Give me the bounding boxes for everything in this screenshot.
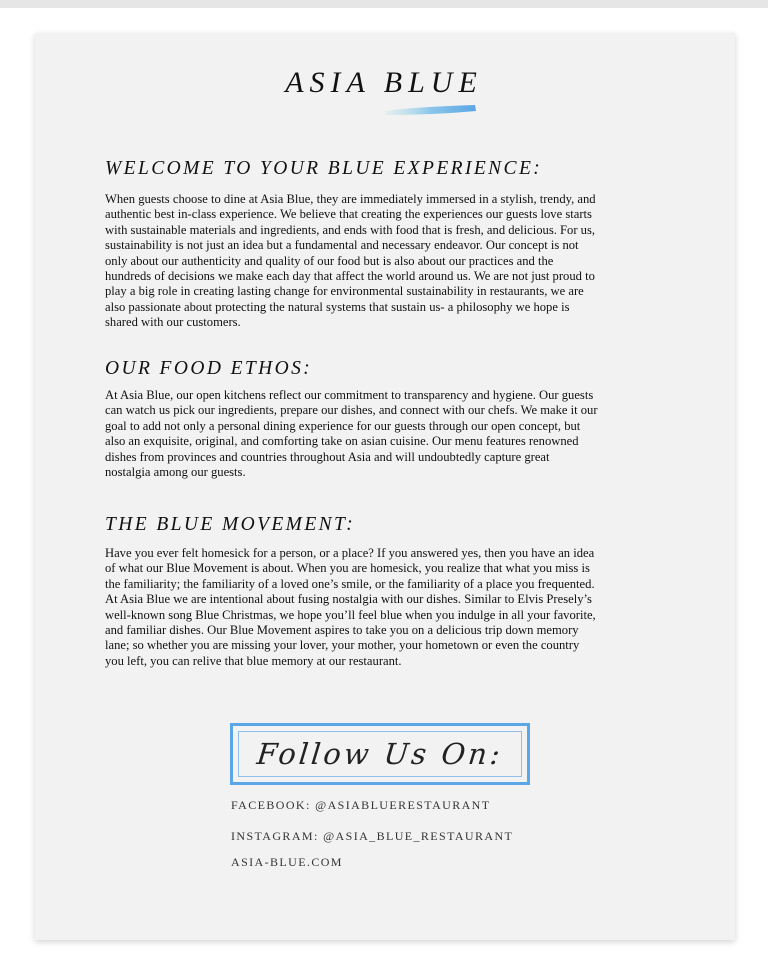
paragraph-line: shared with our customers. [105, 315, 241, 330]
paragraph-line: well-known song Blue Christmas, we hope you’ll feel blue when you indulge in all your favorite, [105, 607, 596, 622]
logo-text: ASIA BLUE [285, 66, 483, 99]
paragraph-line: Have you ever felt homesick for a person, or a place? If you answered yes, then you have an idea [105, 546, 595, 560]
paragraph-line: authentic best in-class experience. We believe that creating the experiences our guests love starts [105, 207, 592, 222]
heading-welcome: WELCOME TO YOUR BLUE EXPERIENCE: [105, 158, 543, 179]
paragraph-food-ethos [105, 388, 598, 480]
paragraph-welcome [105, 192, 596, 331]
paragraph-line: the familiarity; the familiarity of a loved one’s smile, or the familiarity of a place you frequented. [105, 576, 595, 591]
instagram-handle: INSTAGRAM: @ASIA_BLUE_RESTAURANT [231, 829, 514, 843]
paragraph-line: hundreds of decisions we make each day that affect the world around us. We are not just proud to [105, 269, 595, 284]
brush-stroke-decoration [383, 104, 477, 116]
facebook-handle: FACEBOOK: @ASIABLUERESTAURANT [231, 798, 491, 812]
paragraph-line: At Asia Blue, our open kitchens reflect our commitment to transparency and hygiene. Our guests [105, 388, 594, 402]
website-link[interactable]: ASIA-BLUE.COM [231, 855, 343, 869]
heading-blue-movement: THE BLUE MOVEMENT: [105, 514, 356, 535]
top-bar [0, 0, 768, 8]
paragraph-line: When guests choose to dine at Asia Blue, they are immediately immersed in a stylish, trendy, and [105, 192, 596, 206]
paragraph-blue-movement [105, 546, 596, 669]
paragraph-line: you left, you can relive that blue memory at our restaurant. [105, 653, 402, 668]
paragraph-line: of what our Blue Movement is about. When you are homesick, you realize that what you miss is [105, 561, 590, 576]
follow-us-banner [230, 723, 530, 785]
paragraph-line: play a big role in creating lasting change for environmental sustainability in restaurants, we are [105, 284, 584, 299]
paragraph-line: sustainability is not just an idea but a fundamental and necessary endeavor. Our concept is not [105, 238, 579, 253]
paragraph-line: dishes from provinces and countries throughout Asia and will undoubtedly capture great [105, 449, 550, 464]
paragraph-line: also an exquisite, original, and comforting take on asian cuisine. Our menu features renowned [105, 434, 579, 449]
paragraph-line: and familiar dishes. Our Blue Movement aspires to take you on a delicious trip down memory [105, 623, 579, 638]
paragraph-line: goal to add not only a personal dining experience for our guests through our open concept, but [105, 418, 581, 433]
paragraph-line: only about our authenticity and quality of our food but is also about our practices and the [105, 253, 554, 268]
paragraph-line: also passionate about protecting the natural systems that sustain us- a philosophy we hope is [105, 299, 570, 314]
follow-us-title: Follow Us On: [255, 737, 505, 771]
paragraph-line: can watch us pick our ingredients, prepare our dishes, and connect with our chefs. We make it our [105, 403, 598, 418]
paragraph-line: At Asia Blue we are intentional about fusing nostalgia with our dishes. Similar to Elvis Presely’s [105, 592, 592, 607]
paragraph-line: nostalgia among our guests. [105, 465, 246, 480]
paragraph-line: with sustainable materials and ingredients, and ends with food that is fresh, and delicious. For us, [105, 222, 596, 237]
paragraph-line: lane; so whether you are missing your lover, your mother, your hometown or even the country [105, 638, 580, 653]
heading-food-ethos: OUR FOOD ETHOS: [105, 358, 313, 379]
